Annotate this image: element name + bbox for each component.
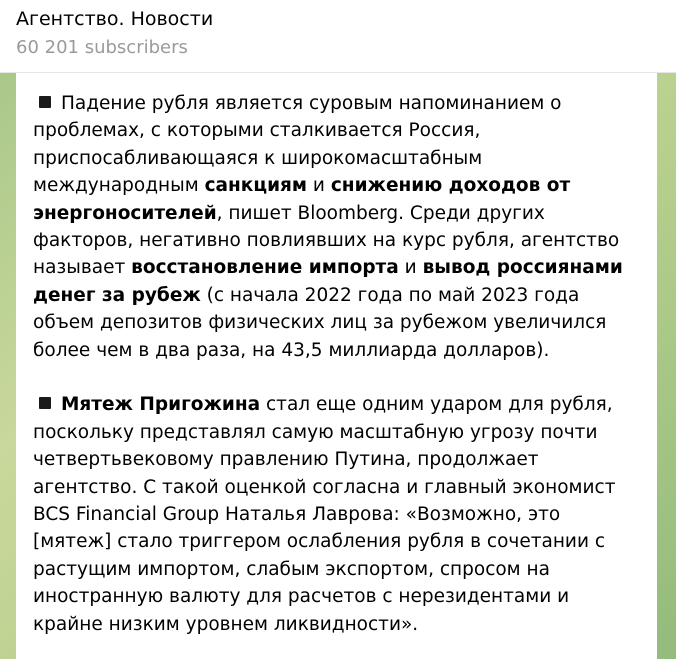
bold-text: вывод россиянами денег за рубеж [33, 257, 623, 306]
bold-text: санкциям [204, 175, 308, 197]
chat-background [0, 73, 676, 659]
text-run: Падение рубля является суровым напоминанием о проблемах, с которыми сталкивается Россия, приспосабливающаяся к широкомасштабным международным [33, 93, 562, 197]
message-paragraph-2 [33, 391, 640, 638]
channel-header[interactable] [0, 0, 676, 73]
channel-title: Агентство. Новости [16, 8, 214, 30]
black-square-icon [39, 96, 51, 108]
paragraph-2-text [33, 394, 615, 634]
text-run: , пишет Bloomberg. Среди других факторов, негативно повлиявших на курс рубля, агентство называет [33, 202, 620, 279]
message-bubble [16, 73, 657, 659]
text-run: и [307, 175, 331, 197]
paragraph-1-text [33, 93, 623, 361]
text-run: и [398, 257, 423, 279]
text-run: (с начала 2022 года по май 2023 года объем депозитов физических лиц за рубежом увеличился более чем в два раза, на 43,5 миллиарда долларов). [33, 284, 607, 361]
subscriber-count: 60 201 subscribers [16, 37, 188, 58]
bold-text: снижению доходов от энергоносителей [33, 175, 571, 224]
bold-text: Мятеж Пригожина [61, 394, 261, 416]
black-square-icon [39, 397, 51, 409]
message-paragraph-1 [33, 90, 640, 364]
bold-text: восстановление импорта [131, 257, 399, 279]
text-run: стал еще одним ударом для рубля, поскольку представлял самую масштабную угрозу почти четвертьвековому правлению Путина, продолжает агентство. С такой оценкой согласна и главный экономист BCS Financial Group Наталья Лаврова: «Возможно, это [мятеж] стало триггером ослабления рубля в сочетании с растущим импортом, слабым экспортом, спросом на иностранную валюту для расчетов с нерезидентами и крайне низким уровнем ликвидности». [33, 394, 616, 635]
